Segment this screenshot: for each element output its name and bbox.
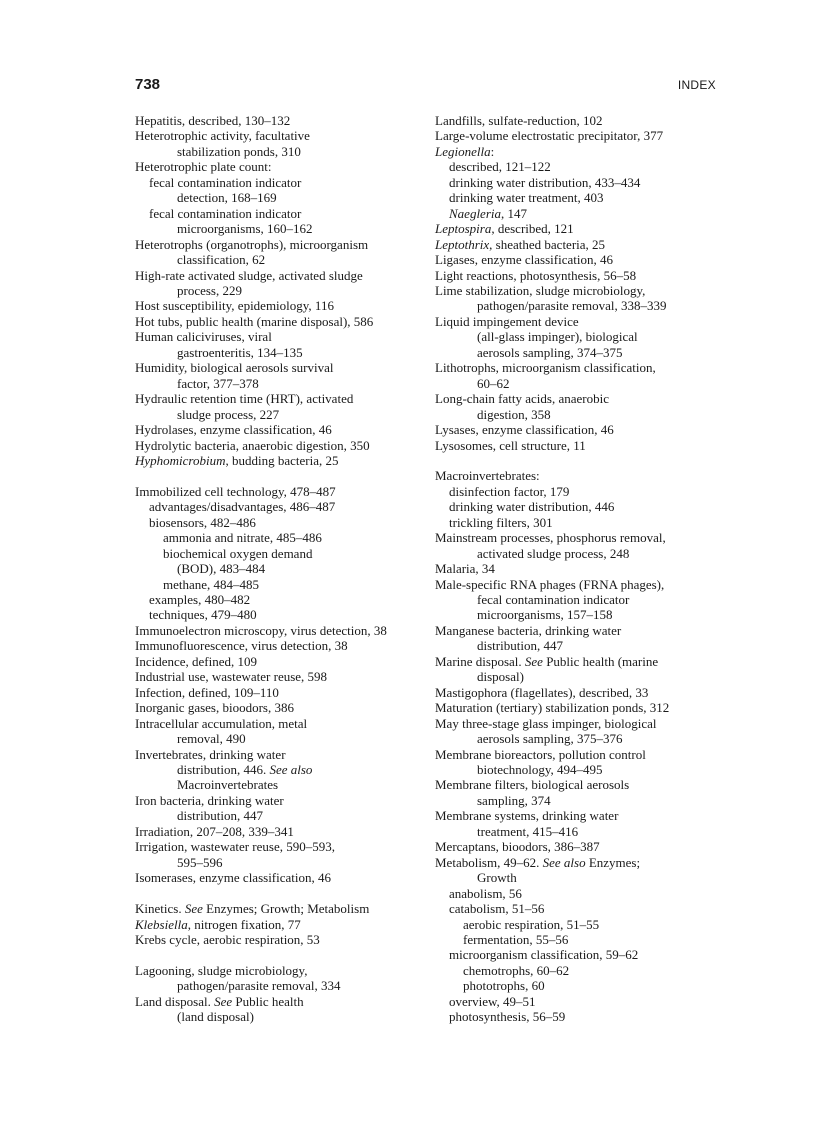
index-entry-text: Lime stabilization, sludge microbiology, (435, 282, 646, 298)
index-entry (135, 1009, 425, 1024)
index-entry-text: Manganese bacteria, drinking water (435, 622, 622, 638)
index-entry-text: distribution, 447 (177, 808, 263, 824)
index-entry-text: process, 229 (177, 282, 242, 298)
index-entry-text: microorganisms, 157–158 (477, 607, 613, 623)
index-entry (135, 159, 425, 174)
index-entry-text: Enzymes; Growth; Metabolism (202, 901, 370, 917)
index-entry-text: Membrane systems, drinking water (435, 808, 619, 824)
index-entry (135, 113, 425, 128)
index-entry (135, 855, 425, 870)
index-entry (435, 685, 735, 700)
index-entry-italic-text: See (184, 901, 203, 917)
index-entry (435, 623, 735, 638)
index-entry-text: Liquid impingement device (435, 313, 579, 329)
index-entry (135, 978, 425, 993)
index-entry (435, 438, 735, 453)
index-entry-text: biosensors, 482–486 (149, 514, 256, 530)
index-entry (435, 963, 735, 978)
index-entry (135, 314, 425, 329)
index-entry (435, 870, 735, 885)
index-entry-text: Mercaptans, bioodors, 386–387 (435, 839, 600, 855)
index-entry (435, 376, 735, 391)
index-entry-text: Irrigation, wastewater reuse, 590–593, (135, 839, 335, 855)
index-entry-text: detection, 168–169 (177, 190, 277, 206)
index-entry (135, 700, 425, 715)
index-entry (135, 963, 425, 978)
index-entry (435, 839, 735, 854)
index-entry (435, 391, 735, 406)
index-entry-text: (all-glass impinger), biological (477, 329, 638, 345)
index-entry-text: , described, 121 (491, 221, 574, 237)
index-entry (135, 345, 425, 360)
index-entry (435, 530, 735, 545)
index-entry-text: Membrane filters, biological aerosols (435, 777, 630, 793)
index-entry (435, 561, 735, 576)
index-entry (135, 221, 425, 236)
index-entry (435, 855, 735, 870)
index-entry-text: Macroinvertebrates: (435, 468, 540, 484)
running-head: INDEX (677, 78, 716, 92)
index-entry-text: techniques, 479–480 (149, 607, 257, 623)
index-entry-italic-text: See (524, 653, 543, 669)
index-entry-text: pathogen/parasite removal, 334 (177, 978, 341, 994)
index-entry-text: photosynthesis, 56–59 (449, 1009, 566, 1025)
index-entry (135, 329, 425, 344)
index-entry (435, 824, 735, 839)
index-entry (435, 762, 735, 777)
index-entry (135, 268, 425, 283)
index-entry-text: microorganism classification, 59–62 (449, 947, 639, 963)
index-entry-text: Invertebrates, drinking water (135, 746, 286, 762)
index-entry-text: fermentation, 55–56 (463, 932, 569, 947)
index-entry-text: disposal) (477, 669, 524, 685)
index-entry-text: drinking water distribution, 433–434 (449, 174, 641, 190)
index-entry (435, 978, 735, 993)
index-entry-text: sampling, 374 (477, 792, 551, 808)
index-entry (135, 190, 425, 205)
index-entry-text: distribution, 447 (477, 638, 563, 654)
index-entry-text: Membrane bioreactors, pollution control (435, 746, 646, 762)
index-entry (435, 499, 735, 514)
index-entry (135, 144, 425, 159)
index-entry-text: Malaria, 34 (435, 561, 495, 577)
index-entry (135, 592, 425, 607)
index-entry (135, 777, 425, 792)
index-entry (435, 298, 735, 313)
index-entry (135, 731, 425, 746)
index-entry (135, 638, 425, 653)
index-entry-text: Kinetics. (135, 901, 185, 917)
index-entry (435, 577, 735, 592)
index-entry-text: aerosols sampling, 375–376 (477, 731, 623, 747)
index-entry (135, 762, 425, 777)
index-entry-text: Lysases, enzyme classification, 46 (435, 422, 614, 438)
index-entry-italic-text: See also (542, 854, 586, 870)
index-entry-text: Humidity, biological aerosols survival (135, 360, 334, 376)
index-entry-text: Lagooning, sludge microbiology, (135, 962, 308, 978)
index-entry-text: phototrophs, 60 (463, 978, 545, 994)
index-entry-text: catabolism, 51–56 (449, 901, 545, 917)
index-entry-text: overview, 49–51 (449, 993, 536, 1009)
index-entry-text: (land disposal) (177, 1009, 254, 1025)
index-entry-text: methane, 484–485 (163, 576, 260, 592)
index-entry-text: Large-volume electrostatic precipitator, 377 (435, 128, 664, 144)
index-entry (435, 917, 735, 932)
index-entry-italic-text: Legionella (435, 143, 491, 159)
index-entry (435, 113, 735, 128)
index-entry-text: digestion, 358 (477, 406, 551, 422)
index-entry-text: removal, 490 (177, 731, 246, 747)
index-entry-text: Infection, defined, 109–110 (135, 684, 279, 700)
index-entry-italic-text: See also (269, 762, 313, 778)
index-entry (135, 499, 425, 514)
index-entry-text: (BOD), 483–484 (177, 561, 266, 577)
index-entry (435, 994, 735, 1009)
index-entry-text: sludge process, 227 (177, 406, 280, 422)
index-entry (435, 793, 735, 808)
index-entry (435, 515, 735, 530)
index-entry (435, 252, 735, 267)
index-entry-text: aerobic respiration, 51–55 (463, 916, 600, 932)
index-entry-text: Hydraulic retention time (HRT), activated (135, 391, 354, 407)
index-entry-text: Inorganic gases, bioodors, 386 (135, 700, 294, 716)
index-entry-text: classification, 62 (177, 252, 266, 268)
index-entry-text: Mainstream processes, phosphorus removal, (435, 530, 666, 546)
index-entry-text: aerosols sampling, 374–375 (477, 344, 623, 360)
index-entry (435, 237, 735, 252)
index-entry-text: gastroenteritis, 134–135 (177, 344, 303, 360)
index-entry (135, 716, 425, 731)
index-entry (435, 932, 735, 947)
index-entry-text: microorganisms, 160–162 (177, 221, 313, 237)
index-entry (435, 407, 735, 422)
index-entry-text: fecal contamination indicator (149, 174, 302, 190)
index-entry (435, 314, 735, 329)
index-entry (135, 747, 425, 762)
index-entry-text: Host susceptibility, epidemiology, 116 (135, 298, 334, 314)
index-entry (135, 793, 425, 808)
index-entry-text: activated sludge process, 248 (477, 545, 630, 561)
index-entry (135, 607, 425, 622)
index-entry-text: pathogen/parasite removal, 338–339 (477, 298, 667, 314)
index-entry-text: Public health (232, 993, 304, 1009)
index-entry-text: Krebs cycle, aerobic respiration, 53 (135, 931, 320, 947)
index-entry (135, 994, 425, 1009)
index-entry-text: Hydrolytic bacteria, anaerobic digestion, 350 (135, 437, 370, 453)
index-entry-text: ammonia and nitrate, 485–486 (163, 530, 322, 546)
index-entry (135, 669, 425, 684)
index-entry-text: biotechnology, 494–495 (477, 762, 603, 778)
index-entry (435, 777, 735, 792)
index-entry (135, 453, 425, 468)
entry-gap (135, 947, 425, 962)
index-entry-text: Hydrolases, enzyme classification, 46 (135, 422, 332, 438)
index-entry-italic-text: Klebsiella (135, 916, 188, 932)
index-entry-text: Landfills, sulfate-reduction, 102 (435, 113, 603, 128)
index-entry-text: distribution, 446. (177, 762, 270, 778)
index-entry-text: drinking water distribution, 446 (449, 499, 615, 515)
index-entry (435, 947, 735, 962)
index-entry-text: Immunoelectron microscopy, virus detection, 38 (135, 622, 387, 638)
index-entry (135, 298, 425, 313)
index-entry-italic-text: Hyphomicrobium (135, 452, 226, 468)
index-entry (435, 144, 735, 159)
index-entry-text: disinfection factor, 179 (449, 483, 570, 499)
index-entry-text: trickling filters, 301 (449, 514, 553, 530)
index-entry-text: factor, 377–378 (177, 375, 259, 391)
index-entry (135, 839, 425, 854)
index-entry-text: treatment, 415–416 (477, 823, 579, 839)
index-entry (435, 360, 735, 375)
index-entry-text: chemotrophs, 60–62 (463, 962, 570, 978)
index-entry-text: : (490, 143, 495, 159)
index-entry-text: Macroinvertebrates (177, 777, 279, 793)
index-entry (435, 422, 735, 437)
index-entry-text: 60–62 (477, 375, 510, 391)
index-entry-text: , 147 (501, 205, 527, 221)
index-entry (135, 654, 425, 669)
index-entry-text: fecal contamination indicator (149, 205, 302, 221)
index-entry (135, 283, 425, 298)
index-entry-text: Heterotrophs (organotrophs), microorganism (135, 236, 369, 252)
index-entry-italic-text: See (214, 993, 233, 1009)
index-entry (435, 329, 735, 344)
index-entry (135, 901, 425, 916)
index-entry-text: Mastigophora (flagellates), described, 33 (435, 684, 649, 700)
index-entry (435, 607, 735, 622)
index-entry-text: Enzymes; (585, 854, 641, 870)
index-entry (435, 221, 735, 236)
index-entry (135, 128, 425, 143)
index-entry (435, 268, 735, 283)
index-entry-text: Hepatitis, described, 130–132 (135, 113, 291, 128)
index-entry (435, 468, 735, 483)
index-column-right (435, 113, 735, 1025)
index-entry (435, 484, 735, 499)
index-entry (135, 808, 425, 823)
index-entry (435, 546, 735, 561)
index-entry (135, 206, 425, 221)
index-entry-text: described, 121–122 (449, 159, 551, 175)
index-entry-text: Lysosomes, cell structure, 11 (435, 437, 586, 453)
index-entry (135, 623, 425, 638)
index-entry-text: Metabolism, 49–62. (435, 854, 543, 870)
index-entry (135, 407, 425, 422)
index-entry (435, 716, 735, 731)
index-entry (135, 561, 425, 576)
index-entry (135, 252, 425, 267)
index-entry-italic-text: Leptospira (435, 221, 492, 237)
index-entry-text: Ligases, enzyme classification, 46 (435, 252, 613, 268)
index-entry (135, 530, 425, 545)
index-entry (435, 731, 735, 746)
index-entry-text: advantages/disadvantages, 486–487 (149, 499, 336, 515)
index-entry (135, 917, 425, 932)
index-column-left (135, 113, 425, 1025)
entry-gap (135, 886, 425, 901)
index-entry-text: Industrial use, wastewater reuse, 598 (135, 669, 328, 685)
index-entry (135, 391, 425, 406)
index-entry (435, 190, 735, 205)
index-entry-text: Growth (477, 870, 517, 886)
index-entry-text: anabolism, 56 (449, 885, 522, 901)
index-entry-text: Marine disposal. (435, 653, 525, 669)
index-entry-text: fecal contamination indicator (477, 592, 630, 608)
index-entry (135, 932, 425, 947)
index-entry-text: stabilization ponds, 310 (177, 143, 301, 159)
entry-gap (135, 468, 425, 483)
index-entry (435, 808, 735, 823)
index-entry (435, 1009, 735, 1024)
index-entry-text: Maturation (tertiary) stabilization ponds, 312 (435, 700, 670, 716)
index-entry (135, 360, 425, 375)
index-entry (135, 577, 425, 592)
index-entry (435, 886, 735, 901)
index-entry-text: Male-specific RNA phages (FRNA phages), (435, 576, 665, 592)
index-entry-text: , sheathed bacteria, 25 (489, 236, 606, 252)
index-entry-text: 595–596 (177, 854, 223, 870)
page-number: 738 (135, 76, 161, 93)
index-entry-text: Public health (marine (542, 653, 659, 669)
index-entry (135, 484, 425, 499)
index-entry (435, 654, 735, 669)
index-entry (435, 747, 735, 762)
index-entry (135, 237, 425, 252)
index-entry (135, 546, 425, 561)
index-entry (435, 128, 735, 143)
index-entry-text: Immunofluorescence, virus detection, 38 (135, 638, 348, 654)
index-entry-italic-text: Leptothrix (435, 236, 490, 252)
index-entry (135, 824, 425, 839)
index-entry-text: Human caliciviruses, viral (135, 329, 272, 345)
index-entry (135, 685, 425, 700)
index-entry (435, 206, 735, 221)
index-entry (135, 515, 425, 530)
index-entry (435, 638, 735, 653)
index-entry-text: Incidence, defined, 109 (135, 653, 258, 669)
index-entry (435, 175, 735, 190)
index-entry-text: Intracellular accumulation, metal (135, 715, 308, 731)
index-entry-text: examples, 480–482 (149, 592, 251, 608)
index-entry-text: Iron bacteria, drinking water (135, 792, 284, 808)
index-entry (435, 700, 735, 715)
index-entry-text: High-rate activated sludge, activated sludge (135, 267, 363, 283)
index-entry-text: biochemical oxygen demand (163, 545, 313, 561)
index-entry-text: Land disposal. (135, 993, 215, 1009)
index-entry-text: Heterotrophic activity, facultative (135, 128, 310, 144)
index-entry (135, 175, 425, 190)
index-entry (435, 901, 735, 916)
index-entry-text: Heterotrophic plate count: (135, 159, 272, 175)
index-entry-text: May three-stage glass impinger, biological (435, 715, 657, 731)
index-entry (135, 870, 425, 885)
entry-gap (435, 453, 735, 468)
index-entry (135, 438, 425, 453)
index-entry (135, 376, 425, 391)
index-entry-text: Long-chain fatty acids, anaerobic (435, 391, 609, 407)
index-entry-text: Immobilized cell technology, 478–487 (135, 483, 336, 499)
index-entry-text: Lithotrophs, microorganism classification, (435, 360, 656, 376)
index-entry (435, 669, 735, 684)
index-entry-text: Isomerases, enzyme classification, 46 (135, 870, 332, 886)
index-entry (435, 159, 735, 174)
index-entry-text: Hot tubs, public health (marine disposal), 586 (135, 313, 374, 329)
index-entry-text: Light reactions, photosynthesis, 56–58 (435, 267, 637, 283)
index-entry-text: , budding bacteria, 25 (225, 452, 339, 468)
index-entry (435, 592, 735, 607)
index-entry-text: Irradiation, 207–208, 339–341 (135, 823, 294, 839)
index-entry (435, 283, 735, 298)
index-entry-text: , nitrogen fixation, 77 (187, 916, 301, 932)
index-entry-text: drinking water treatment, 403 (449, 190, 604, 206)
index-entry (135, 422, 425, 437)
index-entry (435, 345, 735, 360)
index-entry-italic-text: Naegleria (449, 205, 501, 221)
